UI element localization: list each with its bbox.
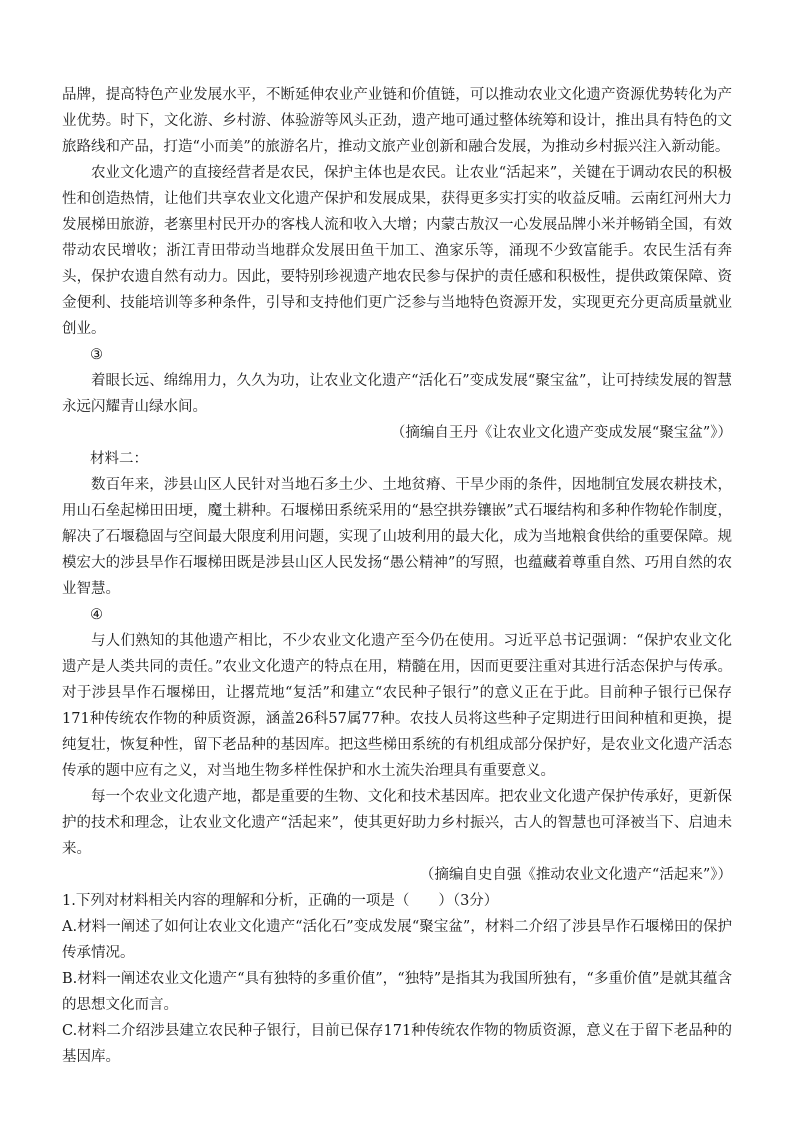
question-1-stem: 1.下列对材料相关内容的理解和分析，正确的一项是（ ）（3分） <box>62 893 499 909</box>
document-page <box>62 82 732 1070</box>
question-1-option-a: A.材料一阐述了如何让农业文化遗产“活化石”变成发展“聚宝盆”，材料二介绍了涉县旱作石堰梯田的保护传承情况。 <box>62 919 732 961</box>
material1-source: （摘编自王丹《让农业文化遗产变成发展“聚宝盆”》） <box>390 425 732 441</box>
material2-paragraph-2: 与人们熟知的其他遗产相比，不少农业文化遗产至今仍在使用。习近平总书记强调：“保护农业文化遗产是人类共同的责任。”农业文化遗产的特点在用，精髓在用，因而更要注重对其进行活态保护与传承。对于涉县旱作石堰梯田，让撂荒地“复活”和建立“农民种子银行”的意义正在于此。目前种子银行已保存171种传统农作物的种质资源，涵盖26科57属77种。农技人员将这些种子定期进行田间种植和更换，提纯复壮，恢复种性，留下老品种的基因库。把这些梯田系统的有机组成部分保护好，是农业文化遗产活态传承的题中应有之义，对当地生物多样性保护和水土流失治理具有重要意义。 <box>62 633 732 779</box>
material2-source: （摘编自史自强《推动农业文化遗产“活起来”》） <box>419 867 732 883</box>
material2-paragraph-1: 数百年来，涉县山区人民针对当地石多土少、土地贫瘠、干旱少雨的条件，因地制宜发展农耕技术，用山石垒起梯田田埂，魔土耕种。石堰梯田系统采用的“悬空拱券镶嵌”式石堰结构和多种作物轮作制度，解决了石堰稳固与空间最大限度利用问题，实现了山坡利用的最大化，成为当地粮食供给的重要保障。规模宏大的涉县旱作石堰梯田既是涉县山区人民发扬“愚公精神”的写照，也蕴藏着尊重自然、巧用自然的农业智慧。 <box>62 477 732 597</box>
material2-label: 材料二： <box>90 451 148 467</box>
material1-paragraph-1: 品牌，提高特色产业发展水平，不断延伸农业产业链和价值链，可以推动农业文化遗产资源优势转化为产业优势。时下，文化游、乡村游、体验游等风头正劲，遗产地可通过整体统筹和设计，推出具有特色的文旅路线和产品，打造“小而美”的旅游名片，推动文旅产业创新和融合发展，为推动乡村振兴注入新动能。 <box>62 87 732 155</box>
material1-paragraph-2: 农业文化遗产的直接经营者是农民，保护主体也是农民。让农业“活起来”，关键在于调动农民的积极性和创造热情，让他们共享农业文化遗产保护和发展成果，获得更多实打实的收益反哺。云南红河州大力发展梯田旅游，老寨里村民开办的客栈人流和收入大增；内蒙古敖汉一心发展品牌小米并畅销全国，有效带动农民增收；浙江青田带动当地群众发展田鱼干加工、渔家乐等，涌现不少致富能手。农民生活有奔头，保护农遗自然有动力。因此，要特别珍视遗产地农民参与保护的责任感和积极性，提供政策保障、资金便利、技能培训等多种条件，引导和支持他们更广泛参与当地特色资源开发，实现更充分更高质量就业创业。 <box>62 165 732 337</box>
material2-paragraph-3: 每一个农业文化遗产地，都是重要的生物、文化和技术基因库。把农业文化遗产保护传承好，更新保护的技术和理念，让农业文化遗产“活起来”，使其更好助力乡村振兴，古人的智慧也可泽被当下、启迪未来。 <box>62 789 732 857</box>
material1-paragraph-3: 着眼长远、绵绵用力，久久为功，让农业文化遗产“活化石”变成发展“聚宝盆”，让可持续发展的智慧永远闪耀青山绿水间。 <box>62 373 732 415</box>
section-marker-3: ③ <box>90 347 103 363</box>
question-1-option-b: B.材料一阐述农业文化遗产“具有独特的多重价值”，“独特”是指其为我国所独有，“多重价值”是就其蕴含的思想文化而言。 <box>62 971 732 1013</box>
section-marker-4: ④ <box>90 607 103 623</box>
question-1-option-c: C.材料二介绍涉县建立农民种子银行，目前已保存171种传统农作物的物质资源，意义在于留下老品种的基因库。 <box>62 1023 732 1065</box>
